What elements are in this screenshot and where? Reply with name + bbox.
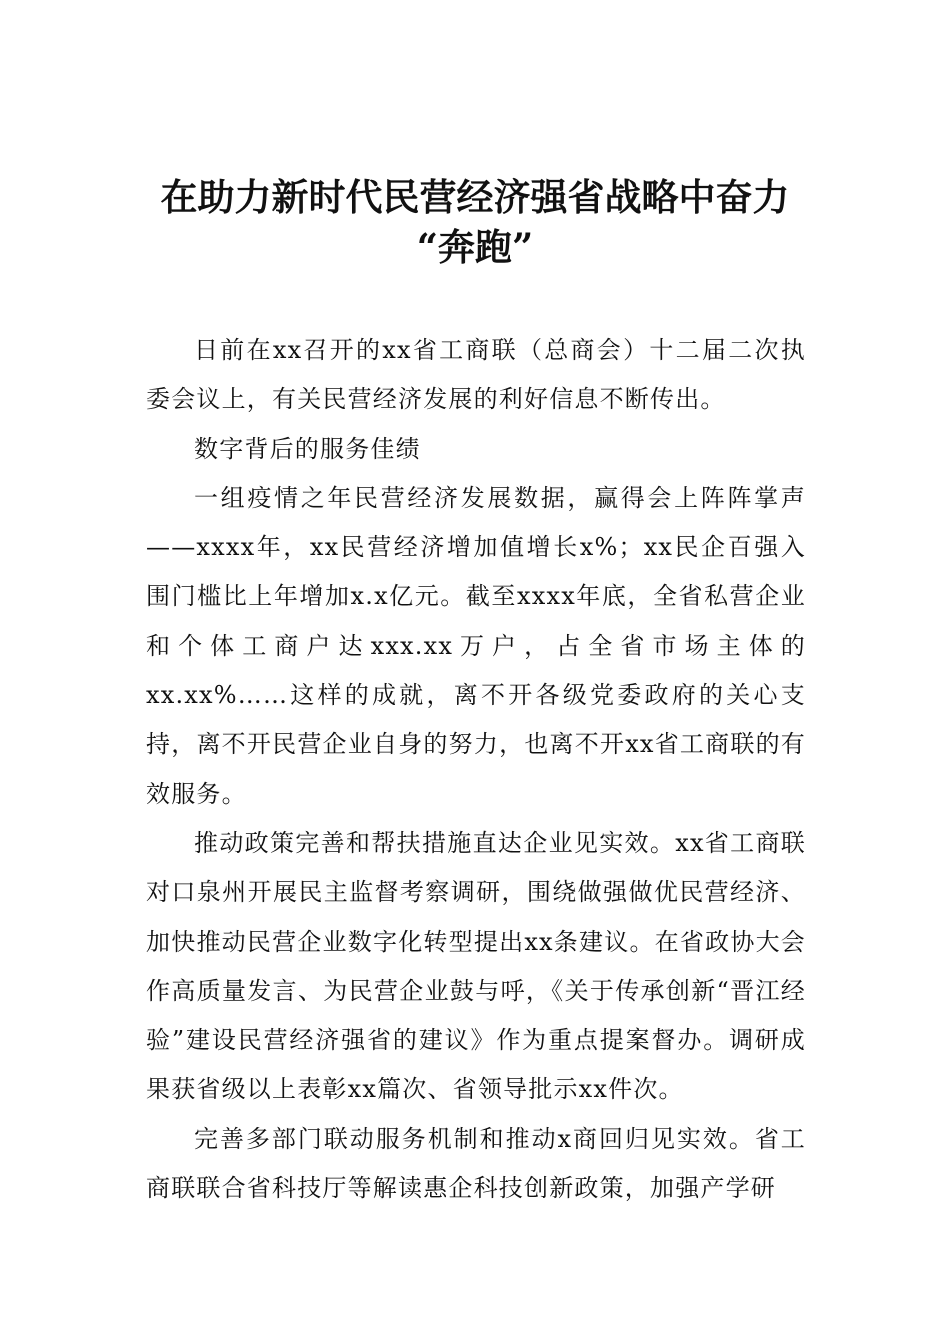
paragraph-data: 一组疫情之年民营经济发展数据，赢得会上阵阵掌声——xxxx年，xx民营经济增加值增长x%；xx民企百强入围门槛比上年增加x.x亿元。截至xxxx年底，全省私营企业和个体工商户达xxx.xx万户，占全省市场主体的xx.xx%……这样的成就，离不开各级党委政府的关心支持，离不开民营企业自身的努力，也离不开xx省工商联的有效服务。 (146, 483, 806, 808)
paragraph-mechanism: 完善多部门联动服务机制和推动x商回归见实效。省工商联联合省科技厅等解读惠企科技创新政策，加强产学研 (146, 1124, 806, 1203)
paragraph-policy: 推动政策完善和帮扶措施直达企业见实效。xx省工商联对口泉州开展民主监督考察调研，围绕做强做优民营经济、加快推动民营企业数字化转型提出xx条建议。在省政协大会作高质量发言、为民营企业鼓与呼，《关于传承创新“晋江经验”建设民营经济强省的建议》作为重点提案督办。调研成果获省级以上表彰xx篇次、省领导批示xx件次。 (146, 828, 806, 1104)
paragraph-intro: 日前在xx召开的xx省工商联（总商会）十二届二次执委会议上，有关民营经济发展的利好信息不断传出。 (146, 336, 806, 414)
title-line-2: “奔跑” (416, 225, 534, 269)
document-title (140, 172, 810, 272)
title-line-1: 在助力新时代民营经济强省战略中奋力 (160, 175, 790, 219)
section-heading: 数字背后的服务佳绩 (194, 434, 421, 463)
document-body (146, 326, 806, 1213)
